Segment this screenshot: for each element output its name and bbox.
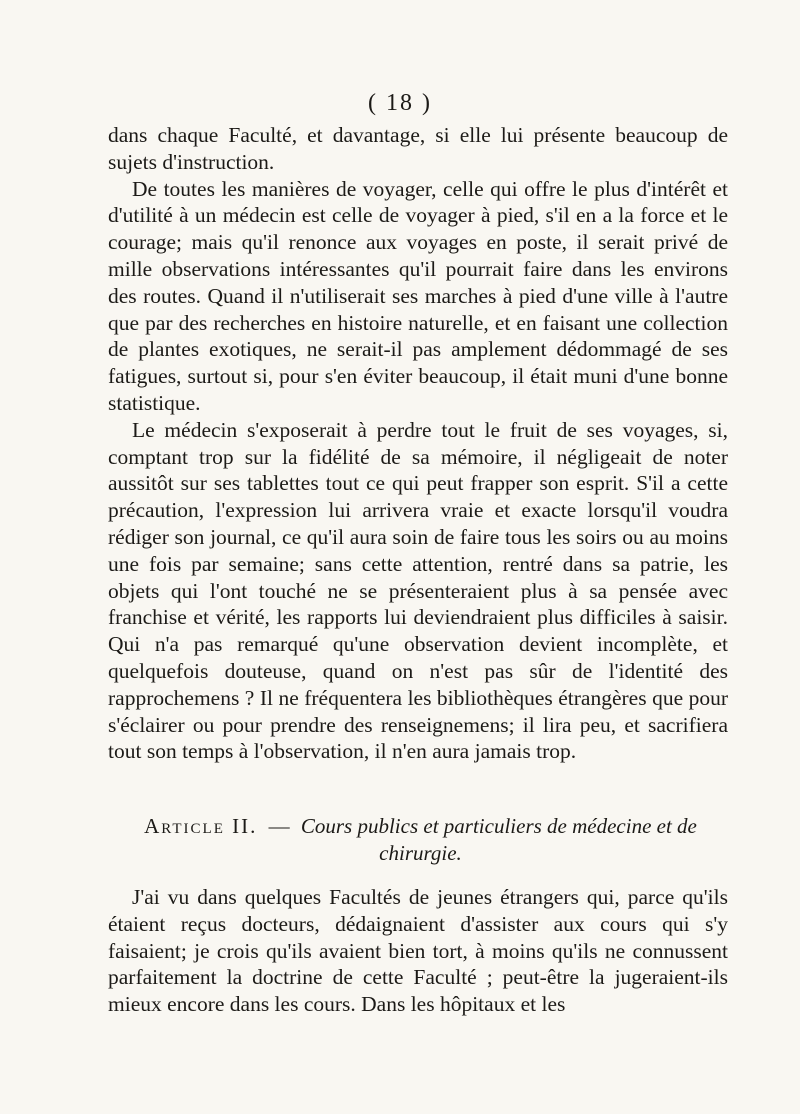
paragraph: Le médecin s'exposerait à perdre tout le fruit de ses voyages, si, comptant trop sur la fidélité de sa mémoire, il négligeait de noter aussitôt sur ses tablettes tout ce qui peut frapper son esprit. S'il a cette précaution, l'expression lui arrivera vraie et exacte lorsqu'il voudra rédiger son journal, ce qu'il aura soin de faire tous les soirs ou au moins une fois par semaine; sans cette attention, rentré dans sa patrie, les objets qui l'ont touché ne se présenteraient plus à sa pensée avec franchise et vérité, les rapports lui deviendraient plus difficiles à saisir. Qui n'a pas remarqué qu'une observation devient incomplète, et quelquefois douteuse, quand on n'est pas sûr de l'identité des rapprochemens ? Il ne fréquentera les bibliothèques étrangères que pour s'éclairer ou pour prendre des renseignemens; il lira peu, et sacrifiera tout son temps à l'observation, il n'en aura jamais trop. [108,417,728,764]
paragraph: De toutes les manières de voyager, celle qui offre le plus d'intérêt et d'utilité à un médecin est celle de voyager à pied, s'il en a la force et le courage; mais qu'il renonce aux voyages en poste, il serait privé de mille observations intéressantes qu'il pourrait faire dans les environs des routes. Quand il n'utiliserait ses marches à pied d'une ville à l'autre que par des recherches en histoire naturelle, et en faisant une collection de plantes exotiques, ne serait-il pas amplement dédommagé de ses fatigues, surtout si, pour s'en éviter beaucoup, il était muni d'une bonne statistique. [108,176,728,415]
paragraph: J'ai vu dans quelques Facultés de jeunes étrangers qui, parce qu'ils étaient reçus docteurs, dédaignaient d'assister aux cours qui s'y faisaient; je crois qu'ils avaient bien tort, à moins qu'ils ne connussent parfaitement la doctrine de cette Faculté ; peut-être la jugeraient-ils mieux encore dans les cours. Dans les hôpitaux et les [108,885,728,1017]
article-label: Article II. [144,814,258,838]
paragraph: dans chaque Faculté, et davantage, si elle lui présente beaucoup de sujets d'instruction. [108,123,728,174]
article-dash: — [268,814,290,838]
page-number: ( 18 ) [368,90,432,116]
article-title: Cours publics et particuliers de médecine et de chirurgie. [300,814,697,865]
body-text-top [108,122,728,765]
article-heading [108,813,733,867]
body-text-bottom [108,884,728,1018]
